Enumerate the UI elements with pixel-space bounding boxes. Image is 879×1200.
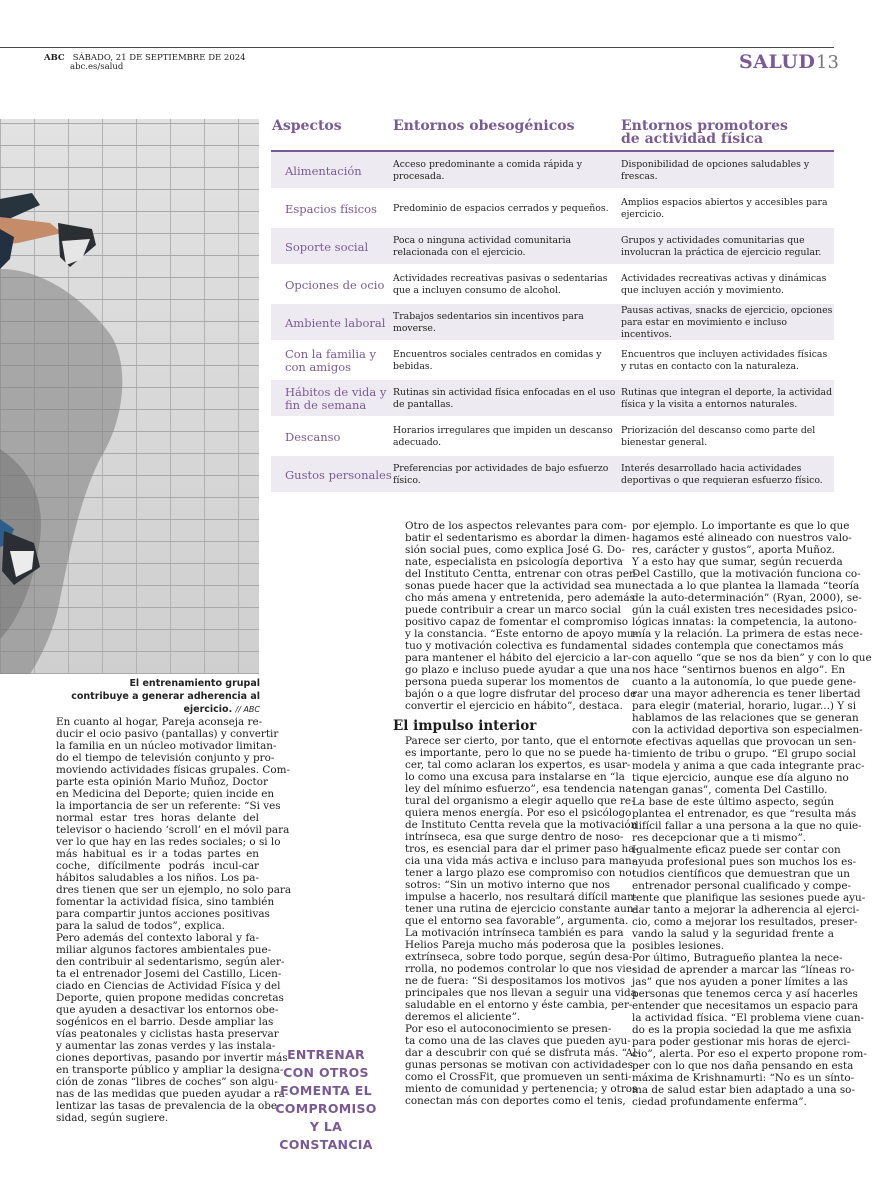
table-row	[271, 152, 834, 190]
text-line: televisor o haciendo ‘scroll’ en el móvil para	[56, 824, 290, 836]
text-line: Pero además del contexto laboral y fa-	[56, 932, 259, 944]
text-line: Por último, Butragueño plantea la nece-	[632, 952, 843, 964]
text-line: ducir el ocio pasivo (pantallas) y convertir	[56, 728, 279, 740]
text-line: para poder gestionar mis horas de ejerci-	[632, 1036, 851, 1048]
text-line: por ejemplo. Lo importante es que lo que	[632, 520, 850, 532]
text-line: es importante, pero lo que no se puede ha-	[405, 747, 631, 759]
table-row	[271, 190, 834, 228]
text-line: modela y anima a que cada integrante prac-	[632, 760, 865, 772]
obesogenic-cell: Acceso predominante a comida rápida y procesada.	[393, 159, 583, 182]
text-line: sidad, según sugiere.	[56, 1112, 169, 1124]
table-body	[271, 152, 834, 494]
text-line: quiera menos energía. Por eso el psicólogo	[405, 807, 632, 819]
text-line: ciado en Ciencias de Actividad Física y del	[56, 980, 281, 992]
paper-name: ABC	[44, 53, 65, 63]
text-line: tuo y motivación colectiva es fundamental	[405, 640, 628, 652]
aspect-cell: Alimentación	[285, 163, 362, 178]
promoter-cell: Actividades recreativas activas y dinámicas que incluyen acción y movimiento.	[621, 273, 827, 296]
table-row	[271, 418, 834, 456]
article-paragraph	[620, 796, 862, 844]
text-line: puede contribuir a crear un marco social	[405, 604, 621, 616]
runner-illustration	[0, 119, 259, 674]
text-line: tener a largo plazo ese compromiso con no-	[405, 867, 636, 879]
text-line: lo como una excusa para instalarse en “la	[405, 771, 625, 783]
text-line: dres tienen que ser un ejemplo, no solo para	[56, 884, 292, 896]
text-line: positivo capaz de fomentar el compromiso	[405, 616, 629, 628]
text-line: tener una rutina de ejercicio constante aun-	[405, 903, 637, 915]
text-line: cio, como a mejorar los resultados, preser-	[632, 916, 858, 928]
text-line: hablamos de las relaciones que se generan	[632, 712, 859, 724]
text-line: nate, especialista en psicología deportiva	[405, 556, 623, 568]
aspect-cell: Opciones de ocio	[285, 277, 385, 292]
text-line: sidad de aprender a marcar las “líneas ro-	[632, 964, 855, 976]
aspect-cell: Espacios físicos	[285, 201, 377, 216]
text-line: entrenador personal cualificado y compe-	[632, 880, 851, 892]
text-line: tros, es esencial para dar el primer paso ha-	[405, 843, 638, 855]
promoter-cell: Disponibilidad de opciones saludables y frescas.	[621, 159, 810, 182]
text-line: del Instituto Centta, entrenar con otras per-	[405, 568, 638, 580]
subheading: El impulso interior	[393, 718, 537, 734]
text-line: y aumentar las zonas verdes y las instala-	[56, 1040, 276, 1052]
table-row	[271, 266, 834, 304]
text-line: moviendo actividades físicas grupales. Com-	[56, 764, 290, 776]
text-line: conectan más con deportes como el tenis,	[405, 1095, 626, 1107]
text-line: ne de fuera: “Si despositamos los motivos	[405, 975, 626, 987]
text-line: La base de este último aspecto, según	[632, 796, 834, 808]
table-row	[271, 228, 834, 266]
text-line: hábitos saludables a los niños. Los pa-	[56, 872, 259, 884]
article-paragraph	[393, 1023, 640, 1107]
text-line: Otro de los aspectos relevantes para com-	[405, 520, 627, 532]
comparison-table	[271, 116, 834, 494]
page-number: 13	[816, 52, 839, 73]
text-line: parte esta opinión Mario Muñoz, Doctor	[56, 776, 268, 788]
header-rule	[0, 47, 834, 48]
promoter-cell: Priorización del descanso como parte del bienestar general.	[621, 425, 816, 448]
text-line: den contribuir al sedentarismo, según aler-	[56, 956, 285, 968]
text-line: plantea el entrenador, es que “resulta más	[632, 808, 857, 820]
text-line: en transporte público y ampliar la designa-	[56, 1064, 284, 1076]
promoter-cell: Pausas activas, snacks de ejercicio, opciones para estar en movimiento e incluso incentivos.	[621, 305, 833, 340]
text-line: sogénicos en el barrio. Desde ampliar las	[56, 1016, 274, 1028]
header-aspectos: Aspectos	[272, 118, 342, 134]
promoter-cell: Interés desarrollado hacia actividades deportivas o que requieran esfuerzo físico.	[621, 463, 823, 486]
text-line: sonas puede hacer que la actividad sea mu-	[405, 580, 635, 592]
section-title: SALUD	[739, 51, 816, 73]
text-line: rar una mayor adherencia es tener libertad	[632, 688, 861, 700]
aspect-cell: Soporte social	[285, 239, 369, 254]
obesogenic-cell: Preferencias por actividades de bajo esfuerzo físico.	[393, 463, 609, 486]
text-line: tente que planifique las sesiones puede ayu-	[632, 892, 866, 904]
obesogenic-cell: Predominio de espacios cerrados y pequeños.	[393, 203, 609, 214]
table-row	[271, 304, 834, 342]
text-line: sión social pues, como explica José G. Do-	[405, 544, 625, 556]
promoter-cell: Amplios espacios abiertos y accesibles para ejercicio.	[621, 197, 828, 220]
aspect-cell: Descanso	[285, 429, 341, 444]
text-line: más habitual es ir a todas partes en	[56, 848, 259, 860]
obesogenic-cell: Encuentros sociales centrados en comidas y bebidas.	[393, 349, 602, 372]
table-row	[271, 380, 834, 418]
article-paragraph	[44, 716, 292, 932]
header-promotores: Entornos promotores de actividad física	[621, 118, 788, 147]
text-line: ley del mínimo esfuerzo”, esa tendencia na-	[405, 783, 635, 795]
obesogenic-cell: Horarios irregulares que impiden un descanso adecuado.	[393, 425, 613, 448]
column-2-intro	[393, 520, 638, 712]
text-line: ciones deportivas, pasando por invertir más	[56, 1052, 288, 1064]
text-line: cuanto a la autonomía, lo que puede gene-	[632, 676, 857, 688]
article-paragraph	[393, 735, 638, 927]
text-line: Igualmente eficaz puede ser contar con	[632, 844, 841, 856]
text-line: res decepcionar que a ti mismo”.	[632, 832, 807, 844]
aspect-cell: Con la familia y con amigos	[285, 347, 377, 374]
text-line: saludable en el entorno y éste cambia, per-	[405, 999, 633, 1011]
text-line: la actividad física. “El problema viene cuan-	[632, 1012, 865, 1024]
text-line: Deporte, quien propone medidas concretas	[56, 992, 284, 1004]
text-line: Por eso el autoconocimiento se presen-	[405, 1023, 612, 1035]
text-line: de Instituto Centta revela que la motivación	[405, 819, 638, 831]
text-line: de la auto-determinación” (Ryan, 2000), se-	[632, 592, 862, 604]
text-line: go plazo e incluso puede ayudar a que una	[405, 664, 630, 676]
text-line: normal estar tres horas delante del	[56, 812, 259, 824]
promoter-cell: Encuentros que incluyen actividades físicas y rutas en contacto con la naturaleza.	[621, 349, 828, 372]
column-2-body	[393, 735, 640, 1107]
text-line: per con lo que nos daña pensando en esta	[632, 1060, 854, 1072]
text-line: gún la cuál existen tres necesidades psico-	[632, 604, 858, 616]
promoter-cell: Grupos y actividades comunitarias que involucran la práctica de ejercicio regular.	[621, 235, 822, 258]
text-line: vando la salud y la seguridad frente a	[632, 928, 834, 940]
photo-credit: // ABC	[235, 705, 260, 714]
text-line: cio”, alerta. Por eso el experto propone rom-	[632, 1048, 867, 1060]
text-line: dar tanto a mejorar la adherencia al ejerci-	[632, 904, 860, 916]
text-line: ta el entrenador Josemi del Castillo, Licen-	[56, 968, 282, 980]
article-paragraph	[620, 952, 867, 1108]
text-line: En cuanto al hogar, Pareja aconseja re-	[56, 716, 263, 728]
promoter-cell: Rutinas que integran el deporte, la actividad física y la visita a entornos naturales.	[621, 387, 833, 410]
obesogenic-cell: Actividades recreativas pasivas o sedentarias que a incluyen consumo de alcohol.	[393, 273, 608, 296]
text-line: que el entorno sea favorable”, argumenta.	[405, 915, 629, 927]
text-line: lógicas innatas: la competencia, la autono-	[632, 616, 857, 628]
text-line: dar a descubrir con qué se disfruta más. “Al-	[405, 1047, 640, 1059]
text-line: difícil fallar a una persona a la que no quie-	[632, 820, 862, 832]
text-line: miliar algunos factores ambientales pue-	[56, 944, 272, 956]
text-line: mía y la relación. La primera de estas nece-	[632, 628, 863, 640]
obesogenic-cell: Trabajos sedentarios sin incentivos para moverse.	[393, 311, 584, 334]
text-line: persona pueda superar los momentos de	[405, 676, 620, 688]
text-line: res, carácter y gustos”, aporta Muñoz.	[632, 544, 835, 556]
text-line: en Medicina del Deporte; quien incide en	[56, 788, 275, 800]
text-line: deremos el aliciente”.	[405, 1011, 521, 1023]
issue-date: SÁBADO, 21 DE SEPTIEMBRE DE 2024	[72, 53, 246, 63]
text-line: do es la propia sociedad la que me asfixia	[632, 1024, 852, 1036]
text-line: para compartir juntos acciones positivas	[56, 908, 270, 920]
text-line: hagamos esté alineado con nuestros valo-	[632, 532, 852, 544]
text-line: extrínseca, sobre todo porque, según desa-	[405, 951, 633, 963]
text-line: la familia en un núcleo motivador limitan-	[56, 740, 277, 752]
header-masthead	[44, 53, 246, 72]
article-paragraph	[393, 927, 637, 1023]
text-line: sotros: “Sin un motivo interno que nos	[405, 879, 610, 891]
photo-caption	[70, 677, 260, 716]
header-obesogenicos: Entornos obesogénicos	[393, 118, 575, 134]
text-line: miento de comunidad y pertenencia; y otros	[405, 1083, 638, 1095]
article-column-2	[393, 520, 640, 1107]
text-line: tudios científicos que demuestran que un	[632, 868, 850, 880]
text-line: Y a esto hay que sumar, según recuerda	[632, 556, 843, 568]
text-line: para mantener el hábito del ejercicio a lar-	[405, 652, 632, 664]
text-line: ta como una de las claves que pueden ayu-	[405, 1035, 631, 1047]
aspect-cell: Ambiente laboral	[285, 315, 386, 330]
text-line: para la salud de todos”, explica.	[56, 920, 225, 932]
article-column-3	[620, 520, 872, 1108]
text-line: rrolla, no podemos controlar lo que nos vie-	[405, 963, 636, 975]
text-line: La motivación intrínseca también es para	[405, 927, 624, 939]
text-line: gunas personas se motivan con actividades	[405, 1059, 633, 1071]
site-url[interactable]: abc.es/salud	[70, 62, 124, 72]
obesogenic-cell: Rutinas sin actividad física enfocadas en el uso de pantallas.	[393, 387, 616, 410]
text-line: tengan ganas”, comenta Del Castillo.	[632, 784, 828, 796]
text-line: do el tiempo de televisión conjunto y pro-	[56, 752, 275, 764]
text-line: impulse a hacerlo, nos resultará difícil man-	[405, 891, 638, 903]
table-row	[271, 456, 834, 494]
article-paragraph	[44, 932, 289, 1124]
obesogenic-cell: Poca o ninguna actividad comunitaria relacionada con el ejercicio.	[393, 235, 571, 258]
text-line: para elegir (material, horario, lugar...) Y si	[632, 700, 857, 712]
text-line: nos hace “sentirnos buenos en algo”. En	[632, 664, 846, 676]
text-line: cho más amena y entretenida, pero además	[405, 592, 635, 604]
text-line: tural del organismo a elegir aquello que re-	[405, 795, 635, 807]
text-line: con la actividad deportiva son especialmen-	[632, 724, 863, 736]
text-line: como el CrossFit, que promueven un senti-	[405, 1071, 632, 1083]
text-line: jas” que nos ayuden a poner límites a las	[632, 976, 848, 988]
text-line: fomentar la actividad física, sino también	[56, 896, 275, 908]
text-line: vías peatonales y ciclistas hasta preservar	[56, 1028, 279, 1040]
text-line: intrínseca, esa que surge dentro de noso-	[405, 831, 624, 843]
article-paragraph	[620, 844, 866, 952]
text-line: la importancia de ser un referente: “Si ves	[56, 800, 281, 812]
text-line: principales que nos llevan a seguir una vida	[405, 987, 637, 999]
text-line: ver lo que hay en las redes sociales; o si lo	[56, 836, 281, 848]
text-line: timiento de tribu o grupo. “El grupo social	[632, 748, 856, 760]
text-line: Parece ser cierto, por tanto, que el entorno	[405, 735, 634, 747]
article-paragraph	[620, 520, 852, 556]
text-line: entender que necesitamos un espacio para	[632, 1000, 859, 1012]
text-line: nectada a lo que plantea la llamada “teoría	[632, 580, 860, 592]
text-line: coche, difícilmente podrás incul-car	[56, 860, 259, 872]
text-line: nas de las medidas que pueden ayudar a ra-	[56, 1088, 289, 1100]
caption-text: El entrenamiento grupal contribuye a generar adherencia al ejercicio.	[71, 678, 260, 715]
text-line: máxima de Krishnamurti: “No es un sínto-	[632, 1072, 855, 1084]
text-line: bajón o a que logre disfrutar del proceso de	[405, 688, 637, 700]
text-line: con aquello “que se nos da bien” y con lo que	[632, 652, 872, 664]
text-line: ción de zonas “libres de coches” son algu-	[56, 1076, 278, 1088]
text-line: y la constancia. “Este entorno de apoyo mu-	[405, 628, 638, 640]
text-line: que ayuden a desactivar los entornos obe-	[56, 1004, 279, 1016]
text-line: batir el sedentarismo es abordar la dimen-	[405, 532, 630, 544]
text-line: te efectivas aquellas que provocan un sen-	[632, 736, 857, 748]
text-line: ma de salud estar bien adaptado a una so-	[632, 1084, 855, 1096]
table-header	[271, 116, 834, 152]
aspect-cell: Gustos personales	[285, 467, 392, 482]
runner-photo	[0, 119, 259, 674]
text-line: cer, tal como aclaran los expertos, es usar-	[405, 759, 631, 771]
text-line: lentizar las tasas de prevalencia de la obe-	[56, 1100, 281, 1112]
article-paragraph	[393, 520, 638, 712]
text-line: posibles lesiones.	[632, 940, 725, 952]
text-line: ciedad profundamente enferma”.	[632, 1096, 807, 1108]
aspect-cell: Hábitos de vida y fin de semana	[285, 385, 387, 412]
table-row	[271, 342, 834, 380]
text-line: tique ejercicio, aunque ese día alguno no	[632, 772, 849, 784]
text-line: Del Castillo, que la motivación funciona co-	[632, 568, 861, 580]
article-paragraph	[620, 556, 872, 796]
text-line: sidades contempla que conectamos más	[632, 640, 844, 652]
pull-quote: ENTRENAR CON OTROS FOMENTA EL COMPROMISO Y LA CONSTANCIA	[275, 1047, 377, 1152]
article-column-1	[44, 716, 292, 1124]
text-line: ayuda profesional pues son muchos los es-	[632, 856, 857, 868]
text-line: personas que tenemos cerca y así hacerles	[632, 988, 858, 1000]
text-line: cia una vida más activa e incluso para man-	[405, 855, 636, 867]
text-line: Helios Pareja mucho más poderosa que la	[405, 939, 626, 951]
text-line: convertir el ejercicio en hábito”, destaca.	[405, 700, 623, 712]
